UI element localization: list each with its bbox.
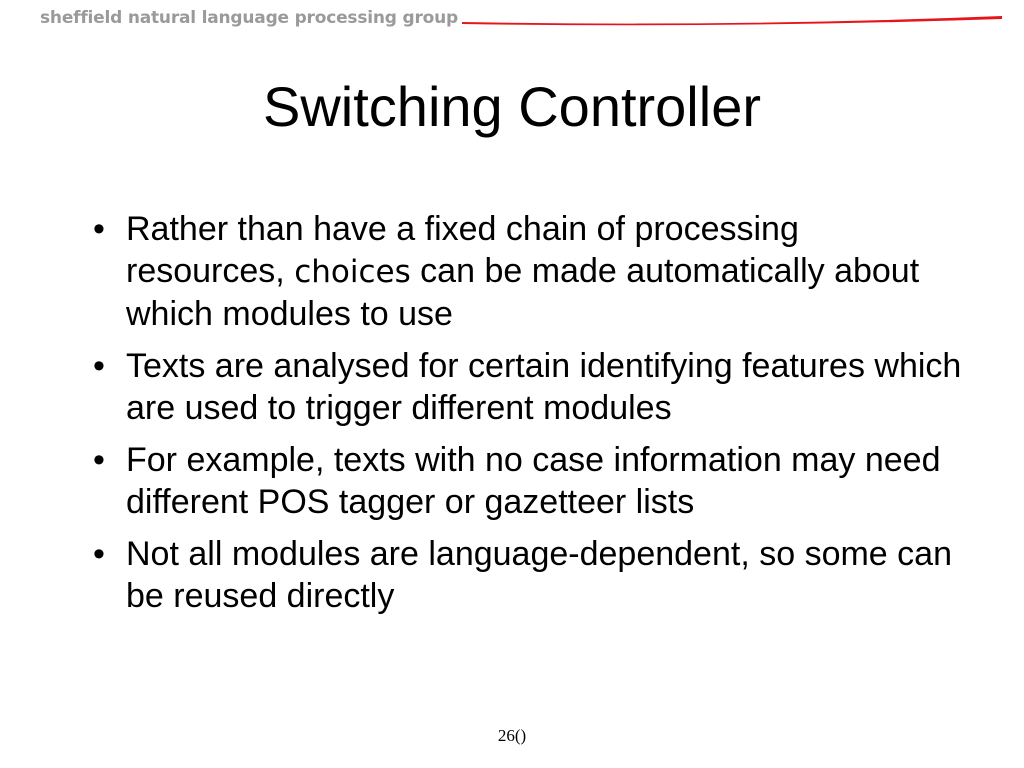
bullet-item-2 [84, 345, 964, 429]
bullet-1-emphasis: choices [294, 254, 411, 290]
bullet-item-3 [84, 439, 964, 523]
bullet-3-text: For example, texts with no case information may need different POS tagger or gazetteer lists [126, 441, 941, 521]
slide-title: Switching Controller [263, 75, 761, 138]
bullet-marker: • [93, 441, 105, 479]
bullet-item-1 [84, 208, 964, 335]
bullet-4-text: Not all modules are language-dependent, so some can be reused directly [126, 535, 952, 615]
bullet-marker: • [93, 347, 105, 385]
header-logo-text: sheffield natural language processing group [40, 8, 458, 28]
bullet-1-text-before: Rather than have a fixed chain of processing resources, [126, 210, 799, 290]
bullet-list [84, 208, 964, 627]
bullet-marker: • [93, 535, 105, 573]
page-number: 26() [497, 726, 527, 745]
bullet-2-text: Texts are analysed for certain identifying features which are used to trigger different modules [126, 347, 962, 427]
bullet-item-4 [84, 533, 964, 617]
header-red-swoosh [462, 12, 1002, 28]
bullet-1-text-after: can be made automatically about which modules to use [126, 252, 920, 333]
bullet-marker: • [93, 210, 105, 248]
